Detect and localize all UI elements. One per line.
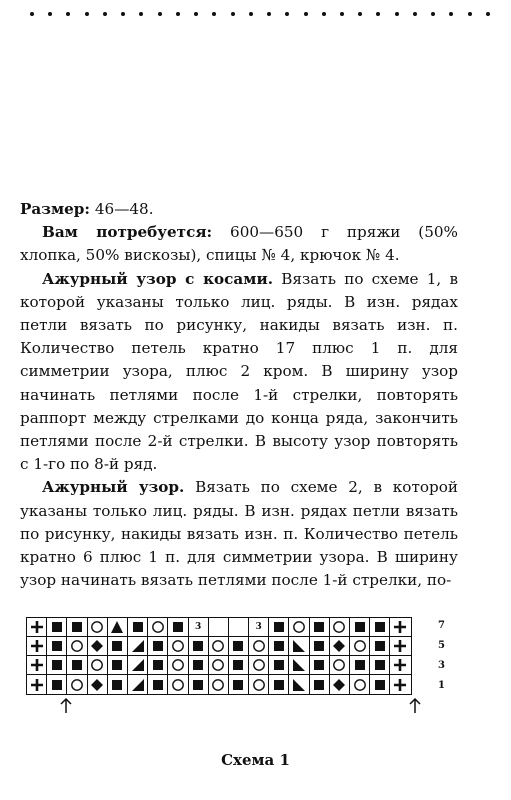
bobble-icon xyxy=(330,675,350,694)
right-decrease-icon xyxy=(128,656,148,675)
yarn-over-icon xyxy=(67,637,87,656)
knit-stitch-icon xyxy=(148,637,168,656)
row-number: 3 xyxy=(438,660,445,671)
row-number: 1 xyxy=(438,680,445,691)
decrease-icon xyxy=(108,618,128,637)
yarn-over-icon xyxy=(88,656,108,675)
knit-stitch-icon xyxy=(310,618,330,637)
yarn-over-icon xyxy=(330,656,350,675)
decorative-dot xyxy=(376,12,380,16)
yarn-over-icon xyxy=(209,656,229,675)
yarn-over-icon xyxy=(168,675,188,694)
decorative-dot xyxy=(66,12,70,16)
edge-stitch-icon xyxy=(27,656,47,675)
knit-stitch-icon xyxy=(269,656,289,675)
decorative-dot xyxy=(48,12,52,16)
chart-grid xyxy=(26,617,412,695)
bobble-icon xyxy=(88,675,108,694)
decorative-dot xyxy=(285,12,289,16)
yarn-over-icon xyxy=(168,637,188,656)
cable-label: 3 xyxy=(189,618,209,637)
knit-stitch-icon xyxy=(350,618,370,637)
knit-stitch-icon xyxy=(47,637,67,656)
left-decrease-icon xyxy=(289,675,309,694)
decorative-dot xyxy=(322,12,326,16)
yarn-over-icon xyxy=(249,656,269,675)
knit-stitch-icon xyxy=(269,618,289,637)
knit-stitch-icon xyxy=(108,675,128,694)
cable-span xyxy=(209,618,229,637)
knit-stitch-icon xyxy=(47,656,67,675)
decorative-dot xyxy=(194,12,198,16)
knit-stitch-icon xyxy=(370,656,390,675)
decorative-dot xyxy=(486,12,490,16)
bobble-icon xyxy=(330,637,350,656)
left-decrease-icon xyxy=(289,656,309,675)
cable-label: 3 xyxy=(249,618,269,637)
bobble-icon xyxy=(88,637,108,656)
end-arrow-icon xyxy=(409,698,421,718)
knit-stitch-icon xyxy=(108,637,128,656)
knit-stitch-icon xyxy=(67,656,87,675)
knitting-chart xyxy=(26,617,445,695)
decorative-dot xyxy=(304,12,308,16)
knit-stitch-icon xyxy=(148,675,168,694)
right-decrease-icon xyxy=(128,637,148,656)
decorative-dot xyxy=(340,12,344,16)
decorative-dot xyxy=(85,12,89,16)
decorative-dot xyxy=(395,12,399,16)
decorative-dot xyxy=(158,12,162,16)
yarn-over-icon xyxy=(249,675,269,694)
knit-stitch-icon xyxy=(229,656,249,675)
edge-stitch-icon xyxy=(27,637,47,656)
knit-stitch-icon xyxy=(229,637,249,656)
knit-stitch-icon xyxy=(189,637,209,656)
materials-paragraph: Вам потребуется: 600—650 г пряжи (50% хлопка, 50% вискозы), спицы № 4, крючок № 4. xyxy=(20,223,458,265)
chart-caption: Схема 1 xyxy=(221,751,290,769)
edge-stitch-icon xyxy=(27,618,47,637)
yarn-over-icon xyxy=(350,675,370,694)
size-line: Размер: 46—48. xyxy=(20,200,154,218)
decorative-dot xyxy=(249,12,253,16)
decorative-dot xyxy=(468,12,472,16)
knit-stitch-icon xyxy=(67,618,87,637)
yarn-over-icon xyxy=(88,618,108,637)
edge-stitch-icon xyxy=(390,656,410,675)
decorative-dotted-border xyxy=(30,12,490,18)
decorative-dot xyxy=(103,12,107,16)
yarn-over-icon xyxy=(168,656,188,675)
yarn-over-icon xyxy=(209,637,229,656)
start-arrow-icon xyxy=(60,698,72,718)
yarn-over-icon xyxy=(67,675,87,694)
knit-stitch-icon xyxy=(168,618,188,637)
knit-stitch-icon xyxy=(148,656,168,675)
row-number: 5 xyxy=(438,640,445,651)
edge-stitch-icon xyxy=(390,637,410,656)
edge-stitch-icon xyxy=(390,618,410,637)
yarn-over-icon xyxy=(350,637,370,656)
edge-stitch-icon xyxy=(390,675,410,694)
decorative-dot xyxy=(358,12,362,16)
edge-stitch-icon xyxy=(27,675,47,694)
yarn-over-icon xyxy=(148,618,168,637)
knit-stitch-icon xyxy=(310,637,330,656)
knit-stitch-icon xyxy=(310,675,330,694)
cable-pattern-paragraph: Ажурный узор с косами. Вязать по схеме 1, в которой указаны только лиц. ряды. В изн. рядах петли вязать по рисунку, накиды вязать изн. п. Количество петель кратно 17 плюс 1 п. для симметрии узора, плюс 2 кром. В ширину узор начинать петлями после 1-й стрелки, повторять раппорт между стрелками до конца ряда, закончить петлями после 2-й стрелки. В высоту узор повторять с 1-го по 8-й ряд. xyxy=(20,269,458,474)
knit-stitch-icon xyxy=(269,637,289,656)
right-decrease-icon xyxy=(128,675,148,694)
knit-stitch-icon xyxy=(370,618,390,637)
knit-stitch-icon xyxy=(310,656,330,675)
decorative-dot xyxy=(231,12,235,16)
knit-stitch-icon xyxy=(370,675,390,694)
knit-stitch-icon xyxy=(229,675,249,694)
knit-stitch-icon xyxy=(47,618,67,637)
decorative-dot xyxy=(212,12,216,16)
knit-stitch-icon xyxy=(47,675,67,694)
knit-stitch-icon xyxy=(350,656,370,675)
row-number: 7 xyxy=(438,620,445,631)
left-decrease-icon xyxy=(289,637,309,656)
yarn-over-icon xyxy=(249,637,269,656)
knit-stitch-icon xyxy=(189,675,209,694)
knit-stitch-icon xyxy=(269,675,289,694)
decorative-dot xyxy=(431,12,435,16)
yarn-over-icon xyxy=(289,618,309,637)
article-text xyxy=(20,198,458,592)
decorative-dot xyxy=(449,12,453,16)
lace-pattern-paragraph: Ажурный узор. Вязать по схеме 2, в которой указаны только лиц. ряды. В изн. рядах петли вязать по рисунку, накиды вязать изн. п. Количество петель кратно 6 плюс 1 п. для симметрии узора. В ширину узор начинать вязать петлями после 1-й стрелки, по- xyxy=(20,478,458,590)
knit-stitch-icon xyxy=(189,656,209,675)
decorative-dot xyxy=(267,12,271,16)
decorative-dot xyxy=(30,12,34,16)
cable-span xyxy=(229,618,249,637)
yarn-over-icon xyxy=(209,675,229,694)
decorative-dot xyxy=(413,12,417,16)
knit-stitch-icon xyxy=(128,618,148,637)
decorative-dot xyxy=(139,12,143,16)
knit-stitch-icon xyxy=(370,637,390,656)
knit-stitch-icon xyxy=(108,656,128,675)
yarn-over-icon xyxy=(330,618,350,637)
decorative-dot xyxy=(121,12,125,16)
decorative-dot xyxy=(176,12,180,16)
